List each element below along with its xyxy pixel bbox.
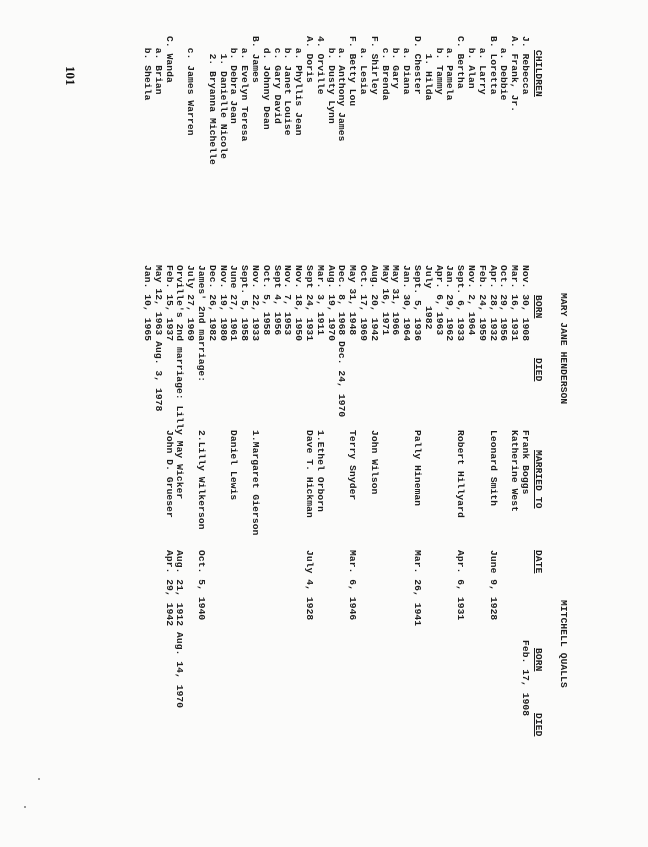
child-name: D. Chester — [412, 36, 423, 95]
marriage-date: Mar. 26, 1941 — [412, 550, 423, 627]
child-name: b. Gary — [390, 36, 402, 89]
born-date: Nov. 19, 1980 — [217, 265, 229, 342]
born-date: May 12, 1963 Aug. 3, 1978 — [152, 265, 164, 412]
child-name: b. Sheila — [142, 36, 153, 101]
child-name: A. Frank, Jr. — [509, 36, 521, 113]
child-name: b. Janet Louise — [282, 36, 294, 136]
born-date: May 31, 1966 — [390, 265, 402, 336]
spouse-name: Robert Hillyard — [455, 430, 467, 518]
child-name: a. Pamela — [444, 36, 456, 101]
child-name: c. James Warren — [185, 36, 197, 136]
child-name: a. Evelyn Teresa — [239, 36, 251, 142]
born-date: Jan. 29, 1962 — [444, 265, 456, 342]
born-date: July 1982 — [422, 265, 434, 330]
spouse-name: Terry Snyder — [347, 430, 359, 501]
child-name: c. Brenda — [379, 36, 391, 101]
born2-header: BORN — [533, 648, 544, 672]
spouse-name: 1.Margaret Gierson — [250, 430, 261, 536]
died2-header: DIED — [533, 713, 544, 737]
born-date: May 16, 1971 — [379, 265, 391, 336]
child-name: F. Betty Lou — [347, 36, 359, 107]
child-name: F. Shirley — [368, 36, 380, 95]
child-name: b. Alan — [466, 36, 477, 89]
child-name: B. Loretta — [487, 36, 499, 95]
child-name: a. Brian — [152, 36, 164, 95]
marriage-date: Apr. 6, 1931 — [455, 550, 467, 621]
born-date: Sept. 5, 1936 — [412, 265, 423, 342]
spouse-name: Dave T. Hickman — [304, 430, 315, 518]
child-name: C. Wanda — [163, 36, 175, 83]
spouse-name: 2.Lilly Wilkerson — [196, 430, 207, 530]
child-name: a. Diana — [401, 36, 413, 95]
born-date: Apr. 6, 1963 — [433, 265, 445, 336]
born-date: Nov. 18, 1950 — [293, 265, 305, 342]
child-name: 1. Danielle Nicole — [217, 36, 229, 160]
born-date: June 27, 1961 — [228, 265, 240, 342]
spouse-name: John D. Grueser — [163, 430, 175, 518]
children-header: CHILDREN — [533, 50, 544, 97]
scan-speck — [24, 806, 26, 808]
born-date: Mar. 3, 1911 — [314, 265, 326, 336]
marriage-date: Aug. 21, 1912 Aug. 14, 1970 — [174, 550, 186, 709]
spouse-name: John Wilson — [368, 430, 380, 495]
born-date: May 31, 1948 — [347, 265, 359, 336]
born-date: Dec. 8, 1968 Dec. 24, 1970 — [336, 265, 348, 418]
child-name: a. Phyllis Jean — [293, 36, 305, 136]
child-name: a. Debbie — [498, 36, 510, 101]
marriage-date: Apr. 29, 1942 — [163, 550, 175, 627]
child-name: 1. Hilda — [422, 36, 434, 101]
child-name: A. Doris — [304, 36, 315, 83]
page-number: 101 — [63, 66, 78, 86]
right-person-heading: MITCHELL QUALLS — [558, 600, 569, 688]
date-header: DATE — [533, 550, 544, 574]
spouse-name: Katherine West — [509, 430, 521, 513]
born-date: James' 2nd marriage: — [196, 265, 207, 383]
child-name: b. Dusty Lynn — [325, 36, 337, 124]
born-date: Nov. 2, 1964 — [466, 265, 477, 336]
born-date: Nov. 30, 1908 — [520, 265, 531, 342]
born-header: BORN — [533, 295, 544, 319]
born-date: Oct. 17, 1969 — [358, 265, 369, 342]
child-name: J. Rebecca — [520, 36, 531, 95]
born-date: Jan. 30, 1964 — [401, 265, 413, 342]
born-date: Feb. 15, 1937 — [163, 265, 175, 342]
spouse-name: Frank Boggs — [520, 430, 531, 495]
born-date: Nov. 7, 1953 — [282, 265, 294, 336]
died-header: DIED — [533, 358, 544, 382]
born-date: Sept 24, 1931 — [304, 265, 315, 342]
child-name: a. Lesia — [358, 36, 369, 95]
spouse-name: Pally Hineman — [412, 430, 423, 507]
born-date: Dec. 26, 1982 — [206, 265, 218, 342]
born-date: Apr. 28, 1932 — [487, 265, 499, 342]
born-date: July 27, 1969 — [185, 265, 197, 342]
left-person-heading: MARY JANE HENDERSON — [558, 293, 569, 405]
born-date: Oct. 29, 1956 — [498, 265, 510, 342]
child-name: C. Bertha — [455, 36, 467, 89]
marriage-date: July 4, 1928 — [304, 550, 315, 621]
born-date: Sept. 5, 1958 — [239, 265, 251, 342]
born-date: Sept. 6, 1933 — [455, 265, 467, 342]
child-name: B. James — [250, 36, 261, 83]
marriage-date: Oct. 5, 1940 — [196, 550, 207, 621]
born-date: Sept 4, 1956 — [271, 265, 283, 336]
born-date: Aug. 19, 1970 — [325, 265, 337, 342]
child-name: b. Tammy — [433, 36, 445, 95]
born-date: Aug. 20, 1942 — [368, 265, 380, 342]
born-date: Orville's 2nd marriage: Lilly May Wicker — [174, 265, 186, 500]
child-name: c. Gary David — [271, 36, 283, 124]
spouse-name: Leonard Smith — [487, 430, 499, 507]
child-name: 2. Bryanna Michelle — [206, 36, 218, 165]
scan-speck — [38, 778, 40, 780]
child-name: b. Debra Jean — [228, 36, 240, 124]
child-name: a. Larry — [476, 36, 488, 95]
born-date: Nov. 22, 1933 — [250, 265, 261, 342]
child-name: 4. Orville — [314, 36, 326, 95]
married-to-header: MARRIED TO — [533, 450, 544, 509]
spouse-born: Feb. 17, 1908 — [520, 640, 531, 717]
spouse-name: 1.Ethel Orborn — [314, 430, 326, 513]
born-date: Oct. 5, 1958 — [260, 265, 272, 336]
born-date: Mar. 16, 1931 — [509, 265, 521, 342]
marriage-date: June 9, 1928 — [487, 550, 499, 621]
spouse-name: Daniel Lewis — [228, 430, 240, 501]
born-date: Feb. 24, 1959 — [476, 265, 488, 342]
born-date: Jan. 10, 1965 — [142, 265, 153, 342]
child-name: d. Johnny Dean — [260, 36, 272, 130]
marriage-date: Mar. 6, 1946 — [347, 550, 359, 621]
child-name: a. Anthony James — [336, 36, 348, 142]
